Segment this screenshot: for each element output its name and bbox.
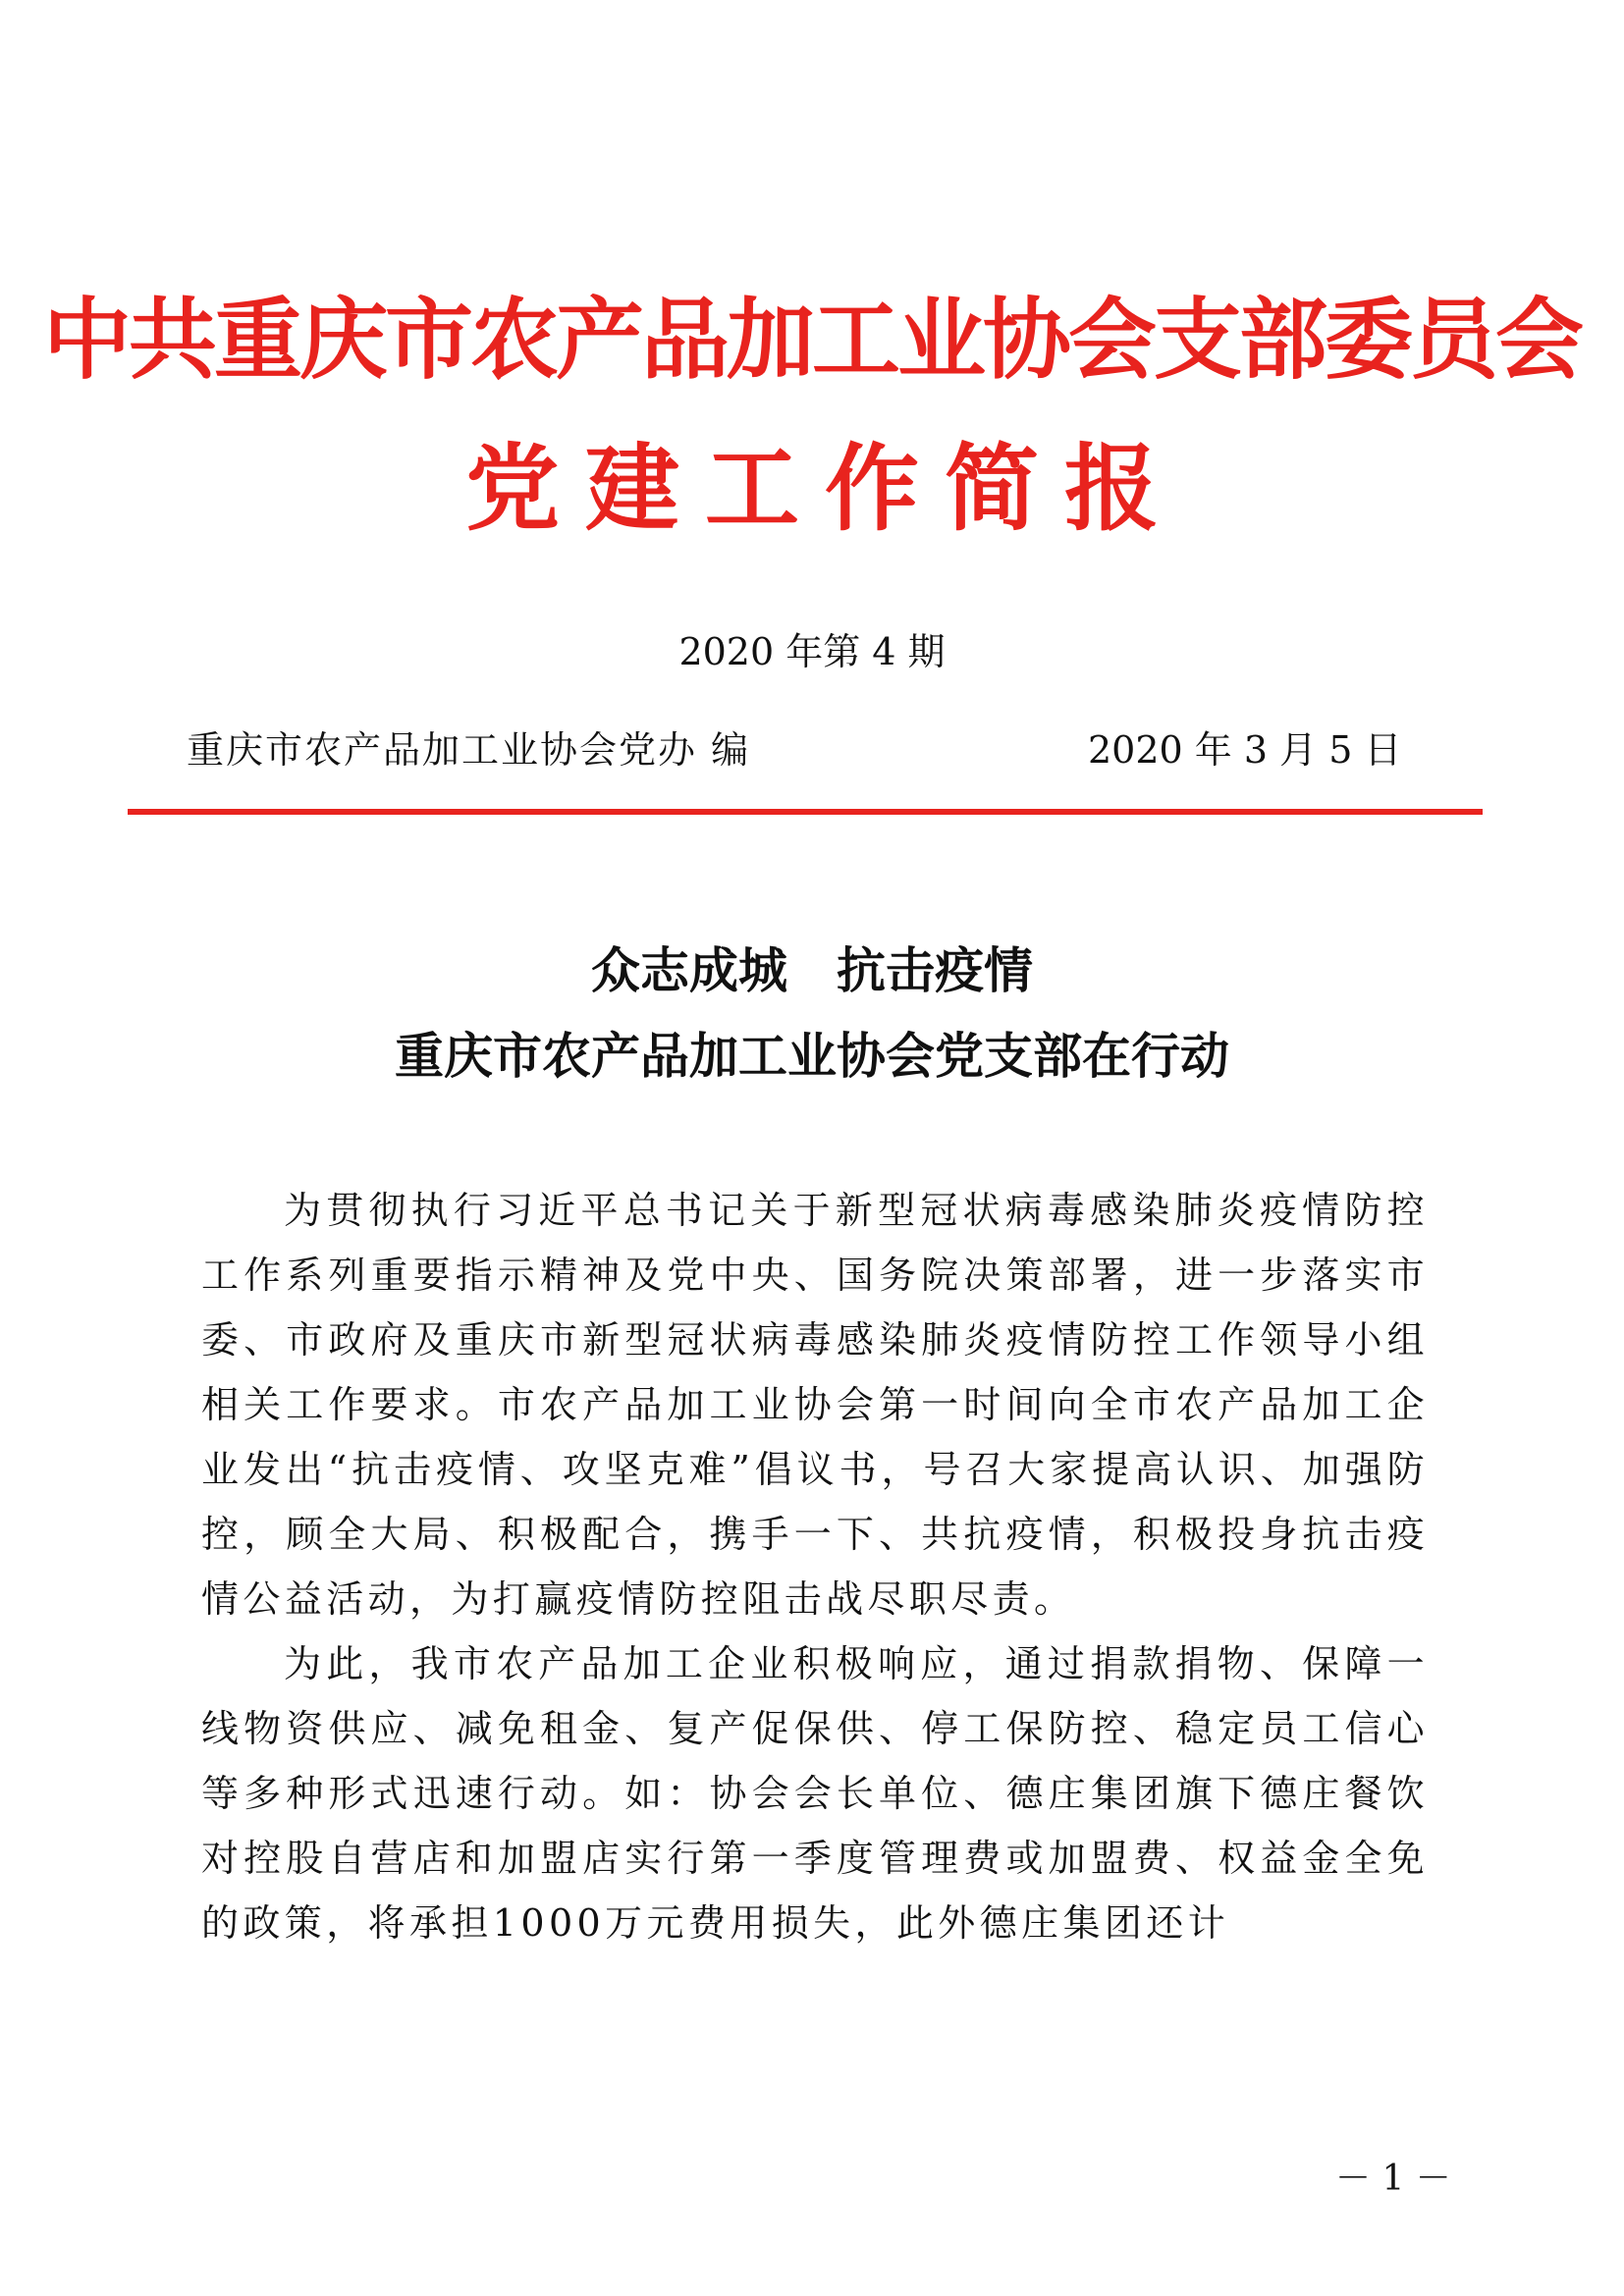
- masthead-org-title: 中共重庆市农产品加工业协会支部委员会: [43, 289, 1581, 392]
- issue-number: 2020 年第 4 期: [678, 630, 946, 673]
- article-title-line-2: 重庆市农产品加工业协会党支部在行动: [395, 1028, 1229, 1085]
- article-paragraph: 为贯彻执行习近平总书记关于新型冠状病毒感染肺炎疫情防控工作系列重要指示精神及党中央、国务院决策部署，进一步落实市委、市政府及重庆市新型冠状病毒感染肺炎疫情防控工作领导小组相关工作要求。市农产品加工业协会第一时间向全市农产品加工企业发出“抗击疫情、攻坚克难”倡议书，号召大家提高认识、加强防控，顾全大局、积极配合，携手一下、共抗疫情，积极投身抗击疫情公益活动，为打赢疫情防控阻击战尽职尽责。: [201, 1189, 1429, 1621]
- publisher-editor: 重庆市农产品加工业协会党办 编: [187, 728, 751, 772]
- publish-date: 2020 年 3 月 5 日: [1088, 728, 1402, 772]
- page-number: － 1 －: [1335, 2159, 1451, 2199]
- masthead-bulletin-title: 党建工作简报: [465, 434, 1184, 544]
- article-paragraph: 为此，我市农产品加工企业积极响应，通过捐款捐物、保障一线物资供应、减免租金、复产促保供、停工保防控、稳定员工信心等多种形式迅速行动。如：协会会长单位、德庄集团旗下德庄餐饮对控股自营店和加盟店实行第一季度管理费或加盟费、权益金全免的政策，将承担1000万元费用损失，此外德庄集团还计: [201, 1642, 1429, 1945]
- red-divider-rule: [128, 809, 1483, 815]
- article-title-line-1: 众志成城 抗击疫情: [591, 942, 1033, 999]
- article-body: [201, 1178, 1429, 1955]
